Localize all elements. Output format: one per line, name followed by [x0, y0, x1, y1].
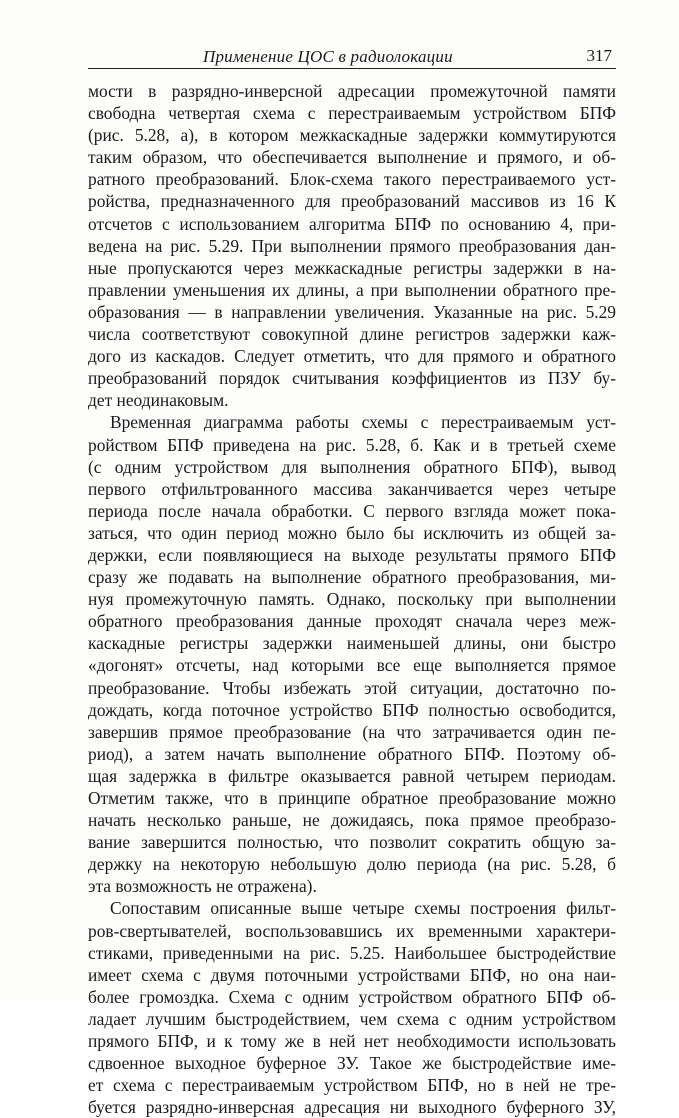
- text-line: Сопоставим описанные выше четыре схемы построения фильт-: [110, 898, 616, 919]
- text-line: имеет схема с двумя поточными устройствами БПФ, но она наи-: [88, 964, 616, 985]
- text-line: Временная диаграмма работы схемы с перестраиваемым уст-: [110, 412, 616, 433]
- text-line: вание завершится полностью, что позволит сократить общую за-: [88, 832, 616, 853]
- text-line: преобразование. Чтобы избежать этой ситуации, достаточно по-: [88, 677, 616, 698]
- text-line: щая задержка в фильтре оказывается равной четырем периодам.: [88, 765, 616, 786]
- text-line: (с одним устройством для выполнения обратного БПФ), вывод: [88, 456, 616, 477]
- text-line: буется разрядно-инверсная адресация ни выходного буферного ЗУ,: [88, 1097, 616, 1118]
- page-number: 317: [586, 46, 612, 65]
- text-line: держки, если появляющиеся на выходе результаты прямого БПФ: [88, 544, 616, 565]
- text-line: правлении уменьшения их длины, а при выполнении обратного пре-: [88, 279, 616, 300]
- text-line: сразу же подавать на выполнение обратного преобразования, ми-: [88, 567, 616, 588]
- text-line: ройством БПФ приведена на рис. 5.28, б. Как и в третьей схеме: [88, 434, 616, 455]
- text-line: заться, что один период можно было бы исключить из общей за-: [88, 522, 616, 543]
- text-line: первого отфильтрованного массива заканчивается через четыре: [88, 478, 616, 499]
- body-text: [88, 80, 616, 1118]
- text-line: завершив прямое преобразование (на что затрачивается один пе-: [88, 721, 616, 742]
- paragraph-3: [88, 897, 616, 1118]
- text-line: ратного преобразований. Блок-схема такого перестраиваемого уст-: [88, 169, 616, 190]
- text-line: ладает лучшим быстродействием, чем схема с одним устройством: [88, 1008, 616, 1029]
- running-header: [88, 44, 616, 69]
- text-line: начать несколько раньше, не дожидаясь, пока прямое преобразо-: [88, 810, 616, 831]
- text-line: «догонят» отсчеты, над которыми все еще выполняется прямое: [88, 655, 616, 676]
- text-line: отсчетов с использованием алгоритма БПФ по основанию 4, при-: [88, 213, 616, 234]
- text-line: ров-свертывателей, воспользовавшись их временными характери-: [88, 920, 616, 941]
- text-line: дождать, когда поточное устройство БПФ полностью освободится,: [88, 699, 616, 720]
- text-line: таким образом, что обеспечивается выполнение и прямого, и об-: [88, 147, 616, 168]
- text-line: мости в разрядно-инверсной адресации промежуточной памяти: [88, 81, 616, 101]
- text-line: нуя промежуточную память. Однако, поскольку при выполнении: [88, 589, 616, 610]
- text-line: свободна четвертая схема с перестраиваемым устройством БПФ: [88, 103, 616, 124]
- text-line: риод), а затем начать выполнение обратного БПФ. Поэтому об-: [88, 743, 616, 764]
- text-line: ет схема с перестраиваемым устройством БПФ, но в ней не тре-: [88, 1075, 616, 1096]
- paragraph-1: [88, 80, 616, 411]
- text-line: (рис. 5.28, а), в котором межкаскадные задержки коммутируются: [88, 125, 616, 146]
- text-line: эта возможность не отражена).: [88, 876, 317, 897]
- text-line: числа соответствуют совокупной длине регистров задержки каж-: [88, 324, 616, 345]
- text-line: ведена на рис. 5.29. При выполнении прямого преобразования дан-: [88, 235, 616, 256]
- text-line: обратного преобразования данные проходят сначала через меж-: [88, 611, 616, 632]
- text-line: прямого БПФ, и к тому же в ней нет необходимости использовать: [88, 1031, 616, 1052]
- text-line: ройства, предназначенного для преобразований массивов из 16 К: [88, 191, 616, 212]
- text-line: держку на некоторую небольшую долю периода (на рис. 5.28, б: [88, 854, 616, 875]
- text-line: сдвоенное выходное буферное ЗУ. Такое же быстродействие име-: [88, 1053, 616, 1074]
- text-line: Отметим также, что в принципе обратное преобразование можно: [88, 788, 616, 808]
- text-line: более громоздка. Схема с одним устройством обратного БПФ об-: [88, 986, 616, 1007]
- text-line: преобразований порядок считывания коэффициентов из ПЗУ бу-: [88, 368, 616, 389]
- text-line: ные пропускаются через межкаскадные регистры задержки в на-: [88, 257, 616, 278]
- text-line: стиками, приведенными на рис. 5.25. Наибольшее быстродействие: [88, 942, 616, 963]
- text-line: образования — в направлении увеличения. Указанные на рис. 5.29: [88, 301, 616, 322]
- paragraph-2: [88, 411, 616, 897]
- text-line: дет неодинаковым.: [88, 390, 229, 411]
- text-line: дого из каскадов. Следует отметить, что для прямого и обратного: [88, 346, 616, 367]
- text-line: периода после начала обработки. С первого взгляда может пока-: [88, 500, 616, 521]
- text-line: каскадные регистры задержки наименьшей длины, они быстро: [88, 633, 616, 654]
- running-title: Применение ЦОС в радиолокации: [203, 47, 453, 66]
